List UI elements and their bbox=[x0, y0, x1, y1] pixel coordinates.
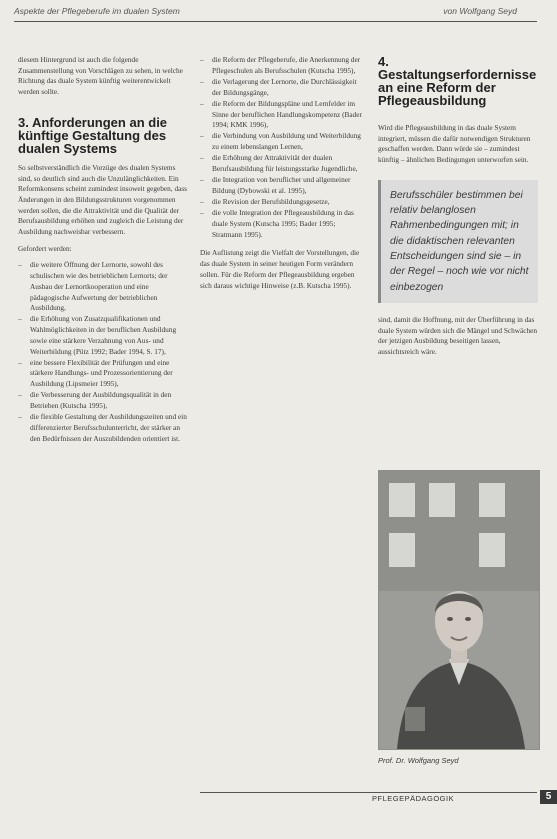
col2-requirements-list bbox=[200, 55, 366, 240]
col3-paragraph: Wird die Pflegeausbildung in das duale System integriert, müssen die dafür notwendigen Strukturen geschaffen werden. Dann würde sie – zumindest künftig – ähnlichen Bedingungen unterworfen sein. bbox=[378, 123, 531, 165]
column-2 bbox=[200, 55, 366, 297]
author-photo bbox=[378, 470, 540, 750]
list-item: – die flexible Gestaltung der Ausbildungszeiten und ein differenzierter Berufsschulunterricht, der stärker an den Bedürfnissen der Auszubildenden orientiert ist. bbox=[18, 412, 188, 444]
page-number: 5 bbox=[540, 790, 557, 804]
list-item: – die Verbindung von Ausbildung und Weiterbildung zu einem lebenslangen Lernen, bbox=[200, 131, 366, 152]
running-header-right: von Wolfgang Seyd bbox=[443, 6, 517, 16]
col1-requirements-list bbox=[18, 260, 188, 444]
pull-quote: Berufsschüler bestimmen bei relativ belanglosen Rahmenbedingungen mit; in die didaktischen relevanten Entscheidungen sind sie – in der Regel – noch wie vor nicht einbezogen bbox=[378, 180, 538, 303]
section-4-heading: 4. Gestaltungserfordernisse an eine Reform der Pflegeausbildung bbox=[378, 54, 537, 108]
col2-paragraph: Die Auflistung zeigt die Vielfalt der Vorstellungen, die das duale System in seiner heutigen Form verändern sollen. Für die Reform der Pflegeausbildung ergeben sich daraus wichtige Hinweise (z.B. Kutscha 1995). bbox=[200, 248, 360, 290]
column-3 bbox=[378, 55, 538, 364]
list-item: – die Erhöhung von Zusatzqualifikationen und Wahlmöglichkeiten in der beruflichen Ausbildung sowie eine stärkere Verzahnung von Aus- und Weiterbildung (Pütz 1992; Bader 1994, S. 17), bbox=[18, 314, 188, 357]
list-item: – die Verbesserung der Ausbildungsqualität in den Betrieben (Kutscha 1995), bbox=[18, 390, 188, 411]
header-rule bbox=[14, 21, 537, 22]
col1-paragraph: So selbstverständlich die Vorzüge des dualen Systems sind, so deutlich sind auch die Unzulänglichkeiten. Ein Reformkonsens scheint zumindest insoweit gegeben, dass Änderungen in den Bildungsstrukturen vorgenommen werden sollen, die die Attraktivität und die Qualität der Berufsausbildung erhöhen und zugleich die Leistung der Ausbildung nachweisbar verbessern. bbox=[18, 162, 188, 237]
running-header-left: Aspekte der Pflegeberufe im dualen System bbox=[14, 6, 180, 16]
photo-caption: Prof. Dr. Wolfgang Seyd bbox=[378, 756, 459, 765]
portrait-illustration bbox=[379, 471, 539, 749]
col1-intro: diesem Hintergrund ist auch die folgende Zusammenstellung von Vorschlägen zu sehen, in welche Richtung das duale System künftig weiterentwickelt werden sollte. bbox=[18, 55, 183, 97]
footer-brand: PFLEGEPÄDAGOGIK bbox=[372, 794, 455, 803]
column-1 bbox=[18, 55, 188, 445]
col3-paragraph-2: sind, damit die Hoffnung, mit der Überführung in das duale System würden sich die Mängel und Schwächen der jetzigen Ausbildung beseitigen lassen, aussichtsreich wäre. bbox=[378, 314, 538, 356]
list-item: – die Integration von beruflicher und allgemeiner Bildung (Dybowski et al. 1995), bbox=[200, 175, 366, 196]
list-item: – die Revision der Berufsbildungsgesetze, bbox=[200, 197, 366, 208]
list-item: – die volle Integration der Pflegeausbildung in das duale System (Kutscha 1995; Bader 1995; Stratmann 1995). bbox=[200, 208, 366, 240]
list-item: – die weitere Öffnung der Lernorte, sowohl des schulischen wie des betrieblichen Lernorts; der Ausbau der Lernortkooperation und eine pädagogische Aufwertung der betrieblichen Ausbildung, bbox=[18, 260, 188, 314]
footer-rule bbox=[200, 792, 537, 793]
list-item: – die Reform der Pflegeberufe, die Anerkennung der Pflegeschulen als Berufsschulen (Kutscha 1995), bbox=[200, 55, 366, 76]
list-item: – die Verlagerung der Lernorte, die Durchlässigkeit der Bildungsgänge, bbox=[200, 77, 366, 98]
list-item: – die Erhöhung der Attraktivität der dualen Berufsausbildung für leistungsstarke Jugendliche, bbox=[200, 153, 366, 174]
section-3-heading: 3. Anforderungen an die künftige Gestaltung des dualen Systems bbox=[18, 114, 168, 156]
col1-lead: Gefordert werden: bbox=[18, 243, 72, 253]
list-item: – die Reform der Bildungspläne und Lernfelder im Sinne der beruflichen Handlungskompetenz (Bader 1994; KMK 1996), bbox=[200, 99, 366, 131]
list-item: – eine bessere Flexibilität der Prüfungen und eine stärkere Handlungs- und Prozessorientierung der Ausbildung (Lipsmeier 1995), bbox=[18, 358, 188, 390]
